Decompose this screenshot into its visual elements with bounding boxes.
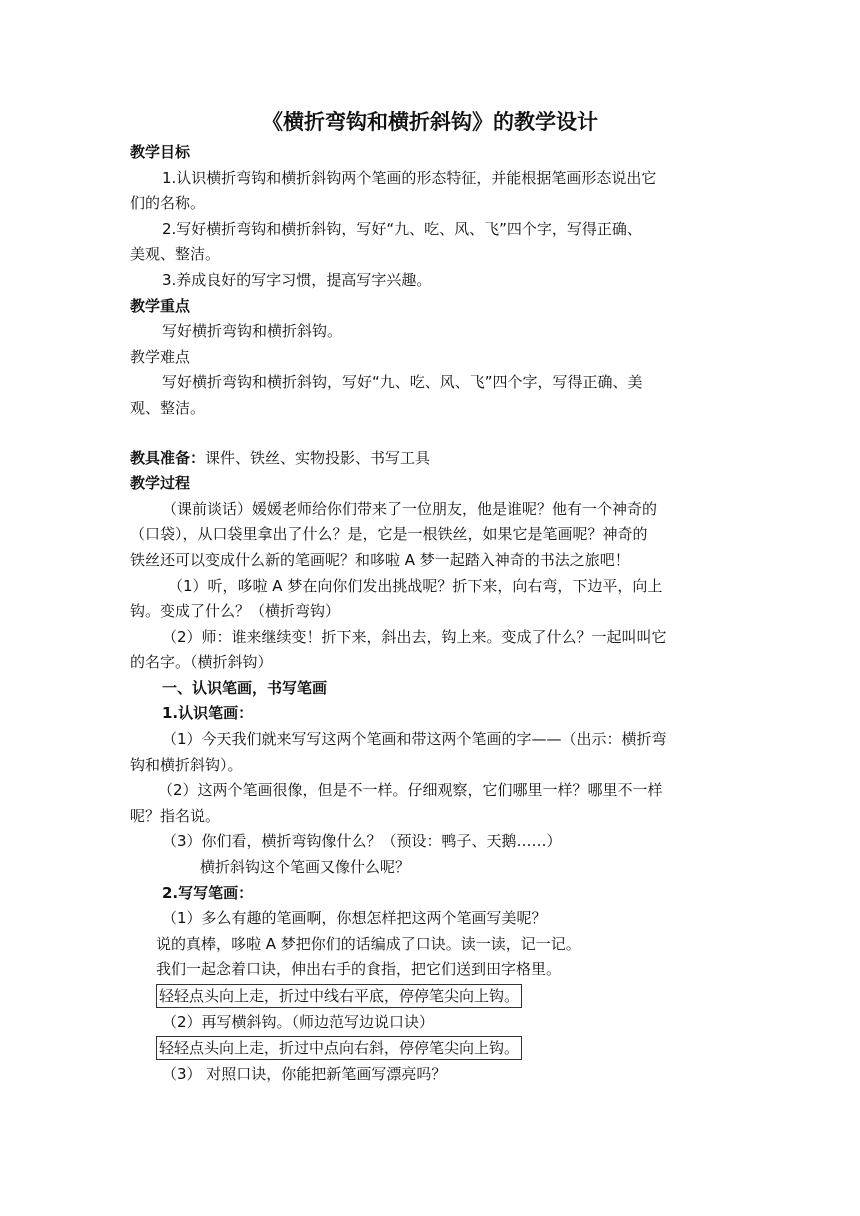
goal-2-line-1: 2.写好横折弯钩和横折斜钩，写好“九、吃、风、飞”四个字，写得正确、 [162,219,642,238]
recognize-1-line-1: （1）今天我们就来写写这两个笔画和带这两个笔画的字——（出示：横折弯 [162,730,667,749]
difficult-points-line-2: 观、整洁。 [130,398,206,417]
intro-line-3: 铁丝还可以变成什么新的笔画呢？和哆啦 A 梦一起踏入神奇的书法之旅吧！ [130,550,630,569]
write-1: （1）多么有趣的笔画啊，你想怎样把这两个笔画写美呢？ [162,909,547,928]
recognize-2-line-1: （2）这两个笔画很像，但是不一样。仔细观察，它们哪里一样？哪里不一样 [158,781,663,800]
write-4: （2）再写横斜钩。（师边范写边说口诀） [162,1012,435,1031]
teaching-tools-text: 课件、铁丝、实物投影、书写工具 [205,448,431,467]
process-p2-line-2: 的名字。（横折斜钩） [130,653,273,672]
intro-line-1: （课前谈话）媛媛老师给你们带来了一位朋友，他是谁呢？他有一个神奇的 [162,499,658,518]
mnemonic-box-2-wrap [130,1035,730,1062]
heading-teaching-goals: 教学目标 [130,143,191,161]
recognize-1-line-2: 钩和横折斜钩）。 [130,755,243,774]
write-2: 说的真棒，哆啦 A 梦把你们的话编成了口诀。读一读，记一记。 [156,934,581,953]
sub-heading-recognize-strokes: 1.认识笔画： [162,704,254,723]
document-body [130,106,730,1087]
goal-1-line-1: 1.认识横折弯钩和横折斜钩两个笔画的形态特征，并能根据笔画形态说出它 [162,168,657,187]
heading-teaching-process: 教学过程 [130,474,191,493]
recognize-3-line-2: 横折斜钩这个笔画又像什么呢？ [200,858,411,877]
write-3: 我们一起念着口诀，伸出右手的食指，把它们送到田字格里。 [156,960,562,979]
goal-2-line-2: 美观、整洁。 [130,245,221,264]
mnemonic-box-1: 轻轻点头向上走，折过中线右平底，停停笔尖向上钩。 [156,984,522,1008]
mnemonic-box-2: 轻轻点头向上走，折过中点向右斜，停停笔尖向上钩。 [156,1036,522,1060]
write-5: （3） 对照口诀，你能把新笔画写漂亮吗？ [162,1064,447,1083]
goal-1-line-2: 们的名称。 [130,194,206,213]
recognize-2-line-2: 呢？指名说。 [130,806,221,825]
process-p1-line-1: （1）听，哆啦 A 梦在向你们发出挑战呢？折下来，向右弯，下边平，向上 [168,576,663,595]
sub-heading-write-strokes: 2.写写笔画： [162,883,254,902]
teaching-tools [130,446,730,472]
process-p2-line-1: （2）师：谁来继续变！折下来，斜出去，钩上来。变成了什么？一起叫叫它 [162,627,667,646]
heading-teaching-tools: 教具准备： [130,448,206,467]
heading-key-points: 教学重点 [130,296,191,315]
key-points-text: 写好横折弯钩和横折斜钩。 [162,322,343,341]
blank-line [130,422,730,446]
mnemonic-box-1-wrap [130,983,730,1010]
document-title: 《横折弯钩和横折斜钩》的教学设计 [262,110,598,134]
part-1-heading: 一、认识笔画，书写笔画 [162,678,328,697]
process-p1-line-2: 钩。变成了什么？（横折弯钩） [130,602,341,621]
goal-3: 3.养成良好的写字习惯，提高写字兴趣。 [162,270,432,289]
difficult-points-line-1: 写好横折弯钩和横折斜钩，写好“九、吃、风、飞”四个字，写得正确、美 [162,373,643,392]
heading-difficult-points: 教学难点 [130,347,191,366]
intro-line-2: （口袋），从口袋里拿出了什么？是，它是一根铁丝，如果它是笔画呢？神奇的 [130,525,648,544]
recognize-3-line-1: （3）你们看，横折弯钩像什么？（预设：鸭子、天鹅……） [162,832,562,851]
